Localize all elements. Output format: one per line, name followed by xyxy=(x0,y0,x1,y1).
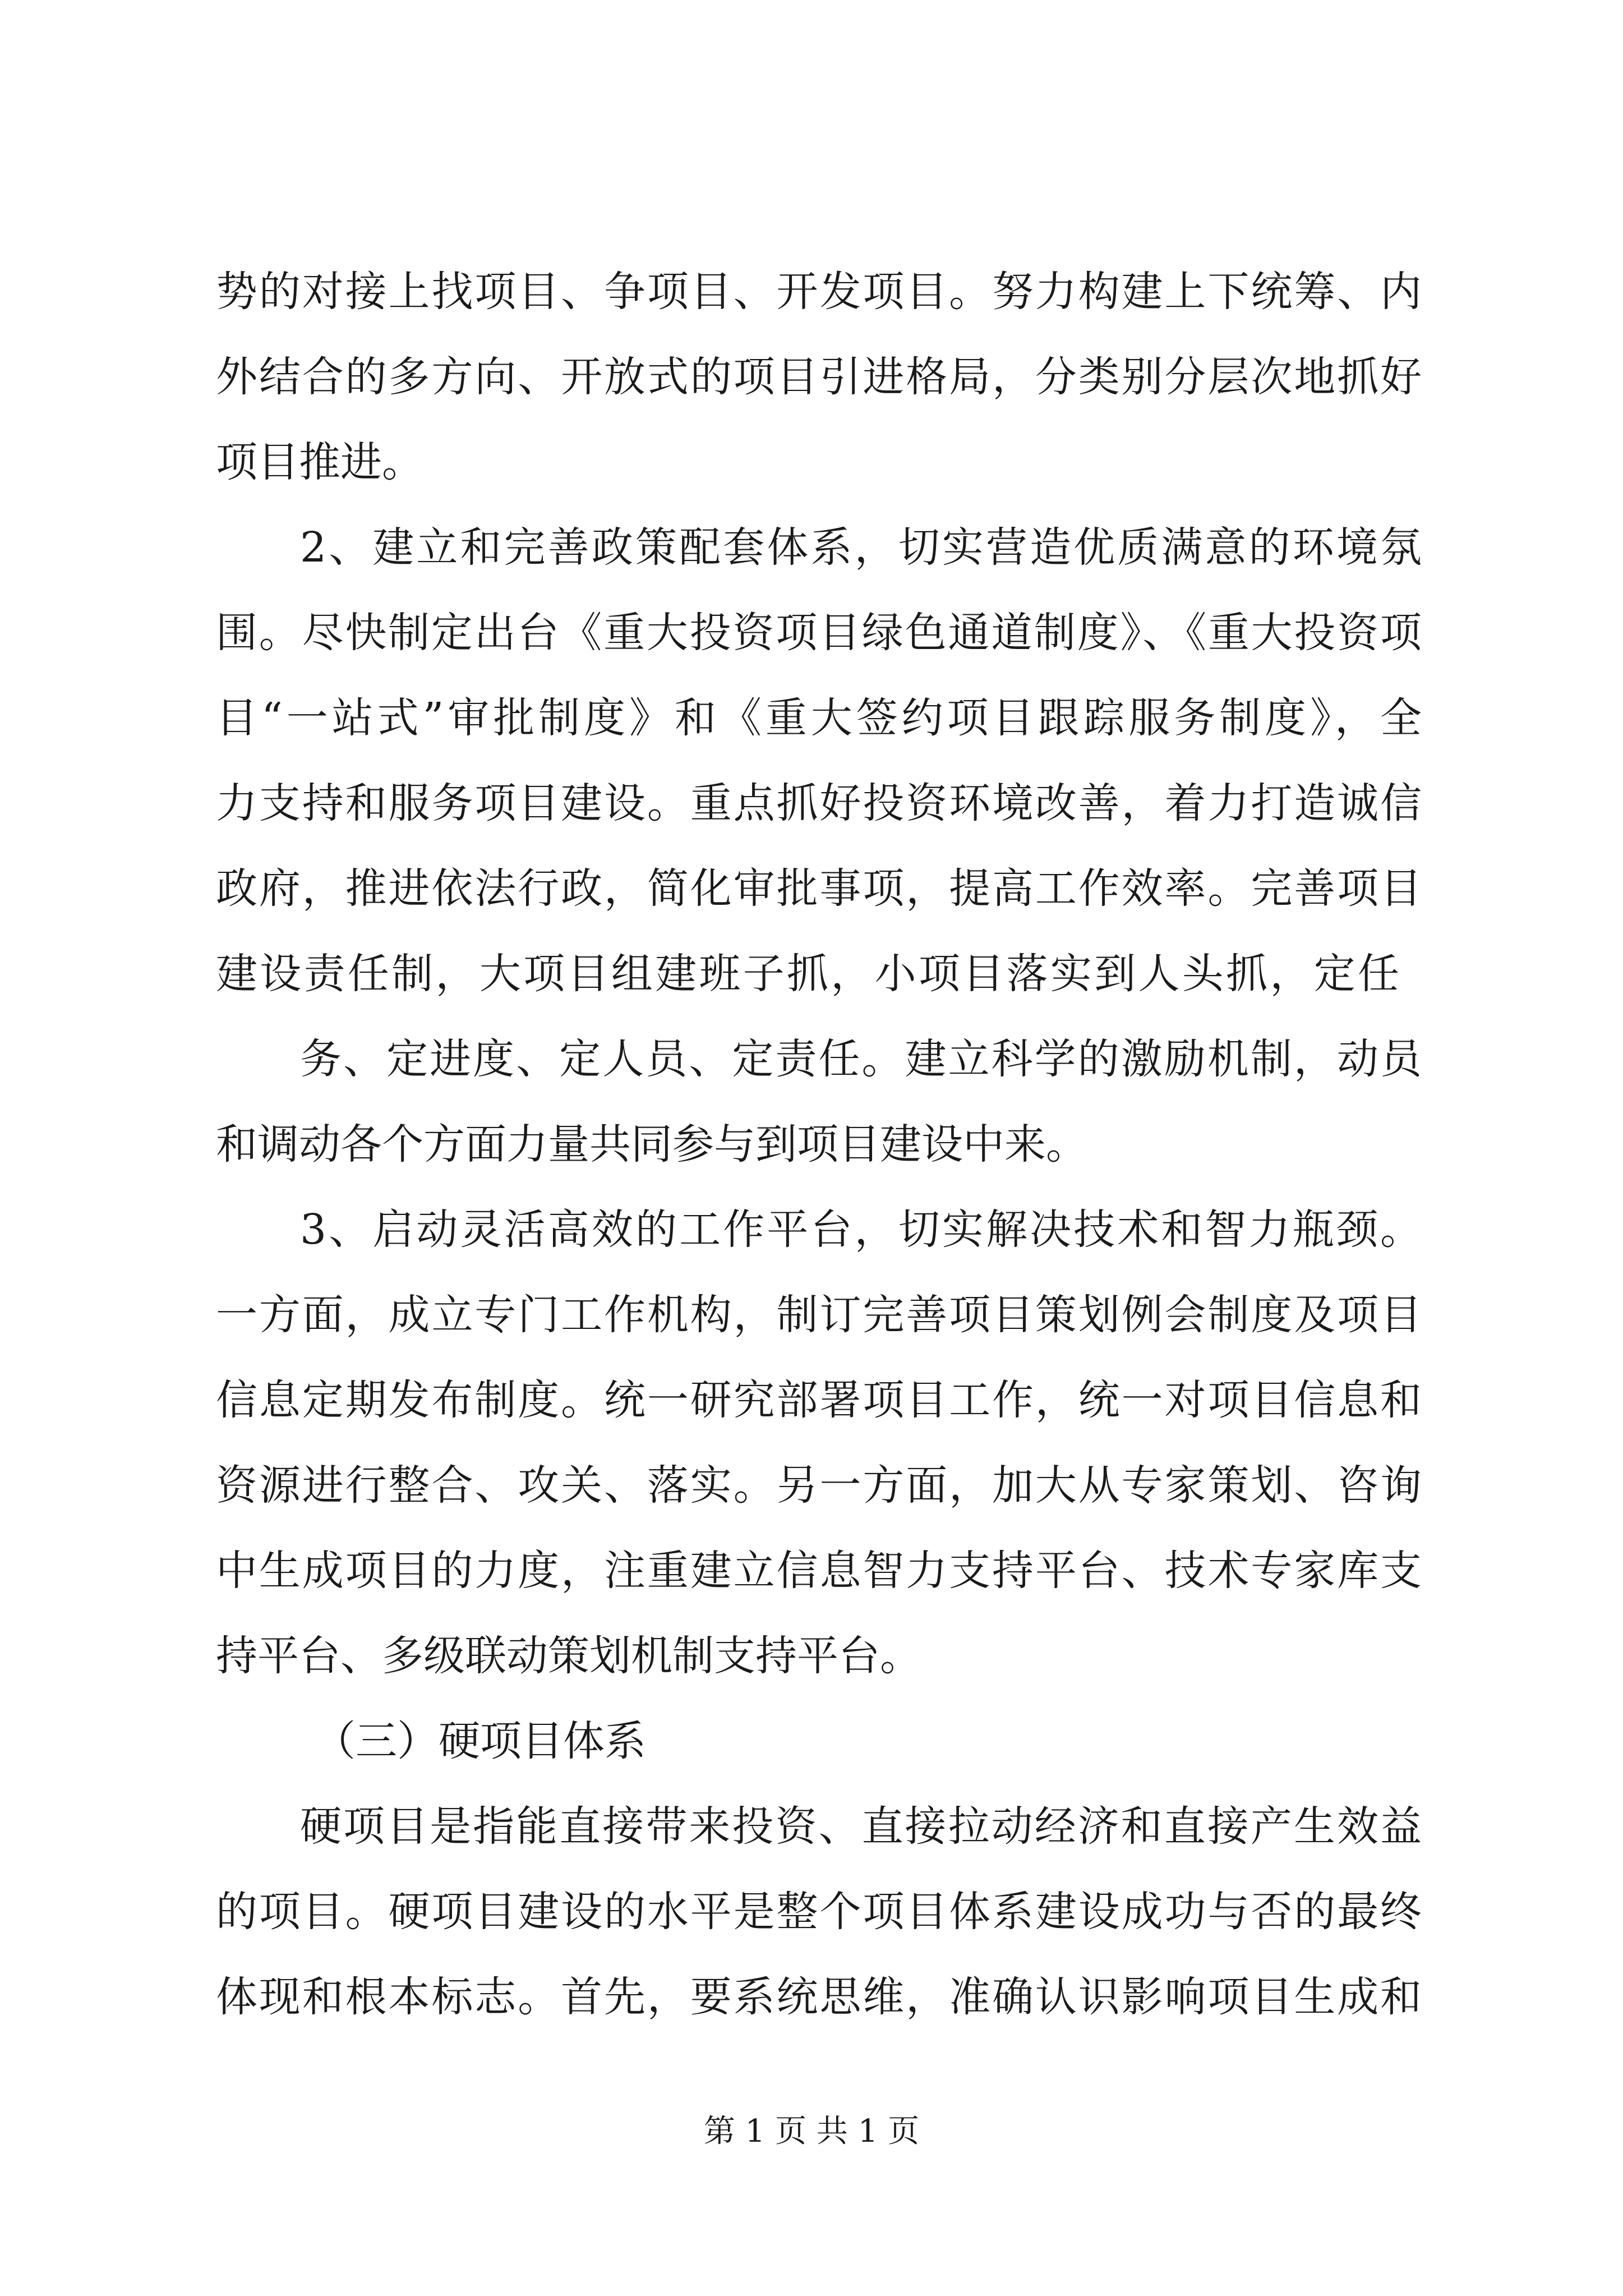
text-line: 硬项目是指能直接带来投资、直接拉动经济和直接产生效益 xyxy=(300,1802,1422,1851)
text-line: 中生成项目的力度，注重建立信息智力支持平台、技术专家库支 xyxy=(216,1547,1422,1595)
text-line: 外结合的多方向、开放式的项目引进格局，分类别分层次地抓好 xyxy=(216,353,1422,401)
text-line: 围。尽快制定出台《重大投资项目绿色通道制度》、《重大投资项 xyxy=(216,609,1422,657)
text-line: 体现和根本标志。首先，要系统思维，准确认识影响项目生成和 xyxy=(216,1973,1422,2021)
text-line: 持平台、多级联动策划机制支持平台。 xyxy=(216,1632,921,1680)
text-line: 力支持和服务项目建设。重点抓好投资环境改善，着力打造诚信 xyxy=(216,779,1422,827)
text-line: 的项目。硬项目建设的水平是整个项目体系建设成功与否的最终 xyxy=(216,1888,1422,1936)
text-line: 项目推进。 xyxy=(216,438,423,486)
text-line: 一方面，成立专门工作机构，制订完善项目策划例会制度及项目 xyxy=(216,1291,1422,1339)
text-line: 政府，推进依法行政，简化审批事项，提高工作效率。完善项目 xyxy=(216,864,1422,913)
text-line: 建设责任制，大项目组建班子抓，小项目落实到人头抓，定任 xyxy=(216,950,1399,998)
page-footer: 第 1 页 共 1 页 xyxy=(703,2113,920,2150)
text-line: 3、启动灵活高效的工作平台，切实解决技术和智力瓶颈。 xyxy=(300,1205,1422,1254)
text-line: 信息定期发布制度。统一研究部署项目工作，统一对项目信息和 xyxy=(216,1376,1422,1424)
text-line: 2、建立和完善政策配套体系，切实营造优质满意的环境氛 xyxy=(300,523,1422,572)
text-line: 资源进行整合、攻关、落实。另一方面，加大从专家策划、咨询 xyxy=(216,1461,1422,1510)
text-line: 势的对接上找项目、争项目、开发项目。努力构建上下统筹、内 xyxy=(216,268,1422,316)
text-line: 目“一站式”审批制度》和《重大签约项目跟踪服务制度》，全 xyxy=(216,694,1422,742)
section-heading: （三）硬项目体系 xyxy=(314,1717,646,1765)
text-line: 和调动各个方面力量共同参与到项目建设中来。 xyxy=(216,1120,1087,1168)
text-line: 务、定进度、定人员、定责任。建立科学的激励机制，动员 xyxy=(300,1035,1422,1083)
